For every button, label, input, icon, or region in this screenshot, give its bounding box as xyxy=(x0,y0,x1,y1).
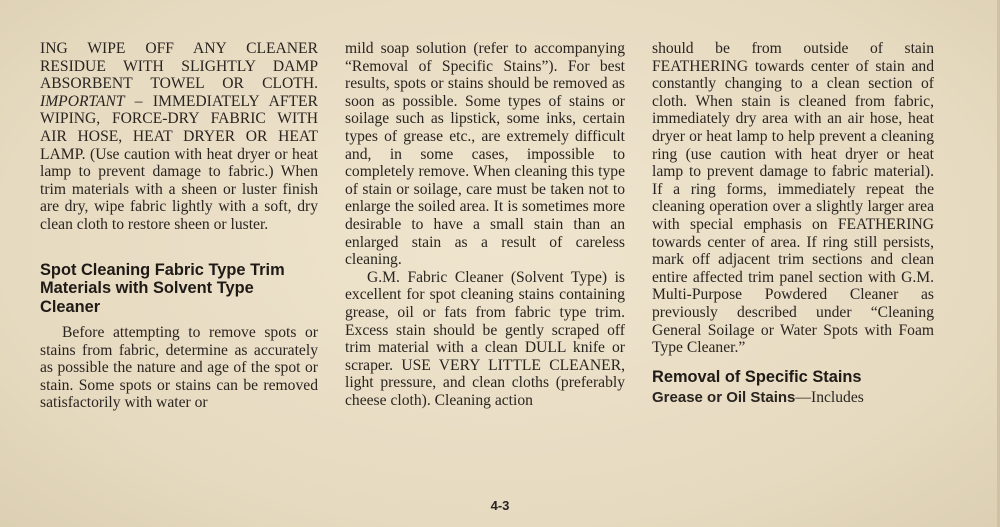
column-3 xyxy=(652,40,934,407)
paragraph-mild-soap: mild soap solution (refer to accompanying “Removal of Specific Stains”). For best results, spots or stains should be removed as soon as possible. Some types of stains or soilage such as lipstick, some inks, certain types of grease etc., are extremely difficult and, in some cases, impossible to completely remove. When cleaning this type of stain or soilage, care must be taken not to enlarge the soiled area. It is sometimes more desirable to have a small stain than an enlarged stain as a result of careless cleaning. xyxy=(345,40,625,269)
important-label: IMPORTANT – xyxy=(40,92,143,110)
page-number: 4-3 xyxy=(490,498,510,513)
paragraph-gm-fabric-cleaner: G.M. Fabric Cleaner (Solvent Type) is excellent for spot cleaning stains containing grease, oil or fats from fabric type trim. Excess stain should be gently scraped off trim material with a clean DULL knife or scraper. USE VERY LITTLE CLEANER, light pressure, and clean cloths (preferably cheese cloth). Cleaning action xyxy=(345,268,625,409)
paragraph-before-attempting: Before attempting to remove spots or stains from fabric, determine as accurately as possible the nature and age of the spot or stain. Some spots or stains can be removed satisfactorily with water or xyxy=(40,324,318,412)
text-includes: —Includes xyxy=(795,389,864,407)
paragraph-wipe-off xyxy=(40,40,318,234)
section-heading-removal-of-stains: Removal of Specific Stains xyxy=(652,367,862,386)
column-1 xyxy=(40,40,318,412)
paragraph-grease-oil xyxy=(652,389,934,407)
text-force-dry: IMMEDIATELY AFTER WIPING, FORCE-DRY FABRIC WITH AIR HOSE, HEAT DRYER OR HEAT LAMP. (Use caution with heat dryer or heat lamp to prevent damage to fabric.) When trim materials with a sheen or luster finish are dry, wipe fabric lightly with a soft, dry clean cloth to restore sheen or luster. xyxy=(40,92,318,233)
column-2 xyxy=(345,40,625,409)
text-wipe-off-lead: ING WIPE OFF ANY CLEANER RESIDUE WITH SLIGHTLY DAMP ABSORBENT TOWEL OR CLOTH. xyxy=(40,40,318,93)
subheading-grease-oil-stains: Grease or Oil Stains xyxy=(652,389,796,407)
section-heading-spot-cleaning: Spot Cleaning Fabric Type Trim Materials with Solvent Type Cleaner xyxy=(40,260,285,316)
paragraph-feathering: should be from outside of stain FEATHERING towards center of stain and constantly changing to a clean section of cloth. When stain is cleaned from fabric, immediately dry area with an air hose, heat dryer or heat lamp to help prevent a cleaning ring (use caution with heat dryer or heat lamp to prevent damage to fabric material). If a ring forms, immediately repeat the cleaning operation over a slightly larger area with special emphasis on FEATHERING towards center of area. If ring still persists, mark off adjacent trim sections and clean entire affected trim panel section with G.M. Multi-Purpose Powdered Cleaner as previously described under “Cleaning General Soilage or Water Spots with Foam Type Cleaner.” xyxy=(652,40,934,357)
